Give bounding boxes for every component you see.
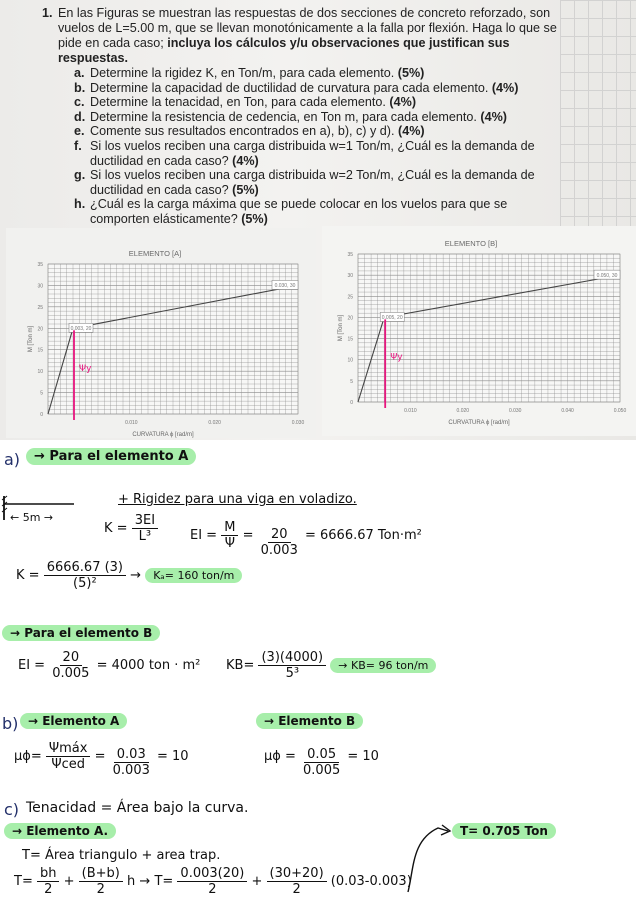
ei-lhs: EI = — [190, 528, 218, 543]
t-f1-den: 2 — [44, 882, 53, 897]
y-tick-label: 10 — [37, 369, 43, 376]
item-points: (5%) — [397, 66, 425, 80]
item-letter: h. — [74, 197, 86, 212]
kb-den: 5³ — [285, 666, 300, 681]
t-frac-3 — [177, 866, 247, 897]
mu-a-formula — [14, 735, 189, 778]
item-body: ¿Cuál es la carga máxima que se puede colocar en los vuelos para que se comporten elásticamente? — [90, 197, 508, 226]
x-tick-label: 0.010 — [125, 420, 138, 426]
problem-bold: incluya los cálculos y/u observaciones que justifican sus respuestas. — [58, 36, 510, 65]
t-f3-den: 2 — [208, 882, 217, 897]
problem-item — [74, 95, 564, 110]
mu-b-formula — [264, 735, 379, 778]
item-body: Determine la rigidez K, en Ton/m, para cada elemento. — [90, 66, 398, 80]
yield-annotation: 0.005, 20 — [381, 315, 403, 322]
mu-b-num: 0.05 — [304, 747, 339, 763]
ka-num: 6666.67 (3) — [44, 560, 126, 576]
ka-arrow: → — [130, 568, 142, 583]
t-definition: T= Área triangulo + area trap. — [22, 848, 221, 863]
kb-formula — [226, 650, 436, 681]
chart-element-a — [6, 228, 316, 438]
item-text — [90, 197, 564, 226]
ka-formula — [16, 560, 242, 591]
item-text — [90, 81, 564, 96]
y-tick-label: 0 — [350, 400, 353, 406]
problem-item — [74, 168, 564, 197]
item-body: Comente sus resultados encontrados en a), b), c) y d). — [90, 124, 398, 139]
y-tick-label: 25 — [37, 304, 43, 311]
t-frac-2 — [79, 866, 123, 897]
background-grid — [560, 0, 636, 230]
item-points: (5%) — [232, 182, 259, 197]
kb-result: → KB= 96 ton/m — [330, 658, 436, 673]
beam-length: ← 5m → — [10, 511, 54, 524]
t-f2-num: (B+b) — [79, 866, 123, 882]
ka-den: (5)² — [73, 576, 97, 591]
item-body: Si los vuelos reciben una carga distribuida w=1 Ton/m, ¿Cuál es la demanda de ductilidad en cada caso? — [90, 138, 535, 168]
problem-item — [74, 110, 564, 125]
y-axis-label: M [Ton m] — [28, 325, 34, 353]
yield-marker-label: Ψy — [390, 352, 403, 363]
ei-fraction-2 — [258, 527, 301, 558]
t-f3-num: 0.003(20) — [177, 866, 247, 882]
t-plus: + — [63, 874, 75, 889]
ei-num: M — [221, 520, 238, 536]
item-text — [90, 124, 564, 139]
b-element-a-tag: → Elemento A — [20, 713, 127, 729]
t-lhs: T= — [14, 874, 33, 889]
part-a-tag: → Para el elemento A — [26, 448, 196, 465]
x-tick-label: 0.030 — [291, 420, 305, 426]
element-b-tag: → Para el elemento B — [2, 625, 160, 641]
problem-plain: En las Figuras se muestran las respuestas de dos secciones de concreto reforzado, son vuelos de L=5.00 m, que se llevan monotónicamente a la falla por flexión. Haga lo que se pide en cada caso; — [58, 6, 557, 50]
y-tick-label: 20 — [347, 315, 353, 322]
x-axis-label: CURVATURA ϕ [rad/m] — [132, 432, 194, 438]
t-f4-den: 2 — [292, 882, 301, 897]
y-tick-label: 25 — [347, 294, 353, 301]
kb-lhs: KB= — [226, 658, 255, 673]
y-axis-label: M [Ton m] — [338, 314, 344, 342]
t-f2-den: 2 — [96, 882, 105, 897]
ka-lhs: K = — [16, 568, 40, 583]
ei-eq: = — [242, 528, 254, 543]
t-formula — [14, 866, 412, 897]
mu-b-fraction — [300, 747, 343, 778]
y-tick-label: 30 — [347, 273, 353, 280]
item-letter: e. — [74, 124, 85, 139]
chart-b-svg — [322, 226, 636, 436]
y-tick-label: 10 — [347, 357, 353, 364]
mu-a-fraction — [46, 741, 91, 772]
item-letter: g. — [74, 168, 86, 183]
item-points: (5%) — [241, 211, 268, 226]
problem-photo — [0, 0, 636, 440]
k-den: L³ — [138, 529, 152, 544]
t-h: h — [127, 874, 136, 889]
t-f4-num: (30+20) — [267, 866, 327, 882]
ei-num-2: 20 — [268, 527, 291, 543]
ei-result: = 6666.67 Ton·m² — [304, 528, 422, 543]
ka-fraction — [44, 560, 126, 591]
x-tick-label: 0.030 — [508, 408, 522, 414]
item-letter: f. — [74, 138, 82, 153]
k-formula — [104, 513, 158, 544]
chart-title: ELEMENTO [B] — [444, 239, 498, 248]
t-frac-1 — [37, 866, 60, 897]
ei-formula — [190, 513, 422, 558]
mu-a-den-2: 0.003 — [112, 763, 150, 778]
eib-num: 20 — [60, 650, 83, 666]
mu-a-fraction-2 — [110, 747, 153, 778]
chart-a-svg — [6, 228, 316, 438]
problem-item — [74, 124, 564, 139]
item-points: (4%) — [389, 95, 417, 110]
item-text — [90, 95, 564, 110]
y-tick-label: 20 — [37, 326, 43, 333]
problem-item — [74, 139, 564, 168]
mu-a-den: Ψced — [51, 757, 85, 772]
x-tick-label: 0.050 — [613, 408, 627, 414]
y-tick-label: 15 — [347, 336, 353, 343]
mu-a-num-2: 0.03 — [114, 747, 149, 763]
mu-a-lhs: μϕ= — [14, 749, 42, 764]
ultimate-annotation: 0.050, 30 — [596, 272, 618, 279]
eib-result: = 4000 ton · m² — [96, 658, 201, 673]
item-letter: d. — [74, 109, 86, 124]
item-text — [90, 168, 564, 197]
y-tick-label: 35 — [37, 262, 43, 268]
problem-item — [74, 81, 564, 96]
c-title: Tenacidad = Área bajo la curva. — [26, 800, 249, 816]
chart-title: ELEMENTO [A] — [128, 249, 182, 258]
mu-a-result: = 10 — [157, 749, 189, 764]
curve-arrow — [408, 828, 448, 892]
chart-element-b — [322, 226, 636, 436]
y-tick-label: 0 — [40, 412, 43, 418]
problem-items — [74, 66, 564, 227]
y-tick-label: 5 — [350, 378, 353, 385]
ei-den: Ψ — [224, 536, 235, 551]
ultimate-annotation: 0.030, 30 — [274, 283, 296, 290]
t-arrow: → T= — [139, 874, 174, 889]
t-f1-num: bh — [37, 866, 60, 882]
part-a-label: a) — [4, 450, 21, 469]
mu-a-eq: = — [94, 749, 106, 764]
ei-den-2: 0.003 — [260, 543, 298, 558]
yield-marker-label: Ψy — [79, 364, 92, 375]
k-lhs: K = — [104, 521, 128, 536]
t-frac-4 — [267, 866, 327, 897]
item-letter: a. — [74, 66, 85, 80]
ei-fraction — [221, 520, 238, 551]
x-tick-label: 0.020 — [456, 408, 470, 414]
y-tick-label: 30 — [37, 283, 43, 290]
item-points: (4%) — [398, 124, 425, 139]
mu-b-result: = 10 — [347, 749, 379, 764]
x-axis-label: CURVATURA ϕ [rad/m] — [448, 420, 510, 426]
eib-den: 0.005 — [52, 666, 90, 681]
part-b-label: b) — [2, 714, 19, 733]
item-body: Determine la tenacidad, en Ton, para cada elemento. — [90, 95, 390, 110]
part-c-label: c) — [4, 800, 20, 819]
y-tick-label: 35 — [347, 252, 353, 258]
kb-fraction — [258, 650, 326, 681]
eib-lhs: EI = — [18, 658, 46, 673]
item-points: (4%) — [491, 80, 519, 95]
problem-item — [74, 197, 564, 226]
item-text — [90, 139, 564, 168]
item-points: (4%) — [232, 153, 259, 168]
item-letter: b. — [74, 80, 86, 95]
y-tick-label: 15 — [37, 347, 43, 354]
item-body: Determine la capacidad de ductilidad de curvatura para cada elemento. — [90, 80, 492, 95]
mu-b-lhs: μϕ = — [264, 749, 296, 764]
y-tick-label: 5 — [40, 390, 43, 397]
x-tick-label: 0.010 — [404, 408, 417, 414]
item-text — [90, 66, 564, 81]
yield-annotation: 0.003, 20 — [70, 326, 92, 333]
b-element-b-tag: → Elemento B — [256, 713, 363, 729]
item-letter: c. — [74, 95, 85, 110]
eib-fraction — [49, 650, 92, 681]
problem-number: 1. — [42, 6, 53, 20]
k-fraction — [132, 513, 158, 544]
c-element-a-tag: → Elemento A. — [4, 823, 116, 839]
k-num: 3EI — [132, 513, 158, 529]
mu-a-num: Ψmáx — [46, 741, 91, 757]
ka-result: Kₐ= 160 ton/m — [145, 568, 242, 583]
item-text — [90, 110, 564, 125]
t-result: T= 0.705 Ton — [452, 823, 556, 839]
item-body: Si los vuelos reciben una carga distribuida w=2 Ton/m, ¿Cuál es la demanda de ductilidad en cada caso? — [90, 168, 535, 197]
kb-num: (3)(4000) — [258, 650, 326, 666]
item-points: (4%) — [480, 109, 507, 124]
rigidity-title: + Rigidez para una viga en voladizo. — [118, 492, 357, 507]
x-tick-label: 0.040 — [561, 408, 574, 414]
t-plus-2: + — [251, 874, 263, 889]
problem-item — [74, 66, 564, 81]
item-body: Determine la resistencia de cedencia, en Ton m, para cada elemento. — [90, 109, 481, 124]
t-tail: (0.03-0.003) — [330, 874, 412, 889]
mu-b-den: 0.005 — [303, 763, 341, 778]
x-tick-label: 0.020 — [208, 420, 221, 426]
eib-formula — [18, 650, 200, 681]
problem-text — [58, 6, 558, 66]
